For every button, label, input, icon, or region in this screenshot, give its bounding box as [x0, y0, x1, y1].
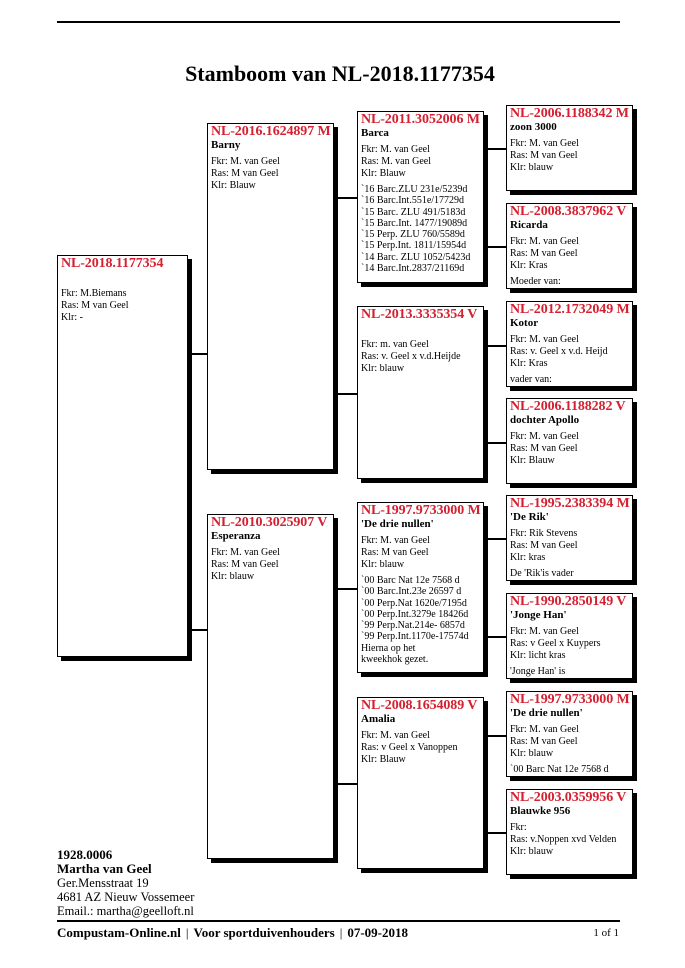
bird-name — [361, 322, 480, 335]
pedigree-box-subject — [57, 255, 188, 657]
bird-info — [361, 144, 480, 180]
breeder-value: M. van Geel — [529, 431, 579, 442]
bird-notes — [510, 764, 629, 775]
breeder-value: M. van Geel — [529, 724, 579, 735]
race-value: v. Geel x v.d.Heijde — [381, 351, 461, 362]
color-label: Klr: — [510, 650, 527, 661]
note-line: `15 Barc.Int. 1477/19089d — [361, 217, 468, 229]
note-line: `15 Barc. ZLU 491/5183d — [361, 206, 466, 218]
bird-notes — [510, 568, 629, 579]
color-label: Klr: — [510, 162, 527, 173]
color-label: Klr: — [361, 754, 378, 765]
bird-name: dochter Apollo — [510, 414, 580, 426]
breeder-label: Fkr: — [510, 528, 527, 539]
footer-separator: | — [185, 925, 189, 940]
bird-name: 'Jonge Han' — [510, 609, 567, 621]
race-label: Ras: — [510, 150, 528, 161]
breeder-value: M.Biemans — [80, 288, 127, 299]
connector-mother-mf — [334, 588, 357, 590]
color-value: Blauw — [229, 180, 256, 191]
breeder-value: M. van Geel — [529, 626, 579, 637]
color-line — [361, 754, 480, 766]
footer-rule — [57, 920, 620, 922]
color-value: kras — [528, 552, 546, 563]
owner-street: Ger.Mensstraat 19 — [57, 876, 149, 890]
pedigree-box-ff-mother — [506, 203, 633, 289]
pedigree-box-mf-father — [506, 495, 633, 581]
color-value: licht kras — [528, 650, 566, 661]
connector-mother-mm — [334, 783, 357, 785]
race-line — [361, 742, 480, 754]
bird-name: 'De drie nullen' — [510, 707, 583, 719]
color-value: Blauw — [528, 455, 555, 466]
connector-fm-fmf — [484, 345, 506, 347]
race-line — [361, 547, 480, 559]
color-line — [211, 571, 330, 583]
ring-number: NL-2008.1654089 V — [361, 698, 478, 713]
color-line — [361, 168, 480, 180]
bird-info — [61, 288, 184, 324]
note-line: `00 Barc.Int.23e 26597 d — [361, 586, 462, 598]
breeder-label: Fkr: — [61, 288, 78, 299]
breeder-value: Rik Stevens — [529, 528, 578, 539]
race-line — [510, 443, 629, 455]
note-line: `14 Barc. ZLU 1052/5423d — [361, 251, 471, 263]
bird-name: 'De Rik' — [510, 511, 549, 523]
bird-info — [361, 730, 480, 766]
header-rule — [57, 21, 620, 23]
bird-info — [211, 547, 330, 583]
footer-separator: | — [339, 925, 343, 940]
ring-number: NL-1997.9733000 M — [361, 503, 481, 518]
breeder-line — [510, 724, 629, 736]
color-label: Klr: — [361, 559, 378, 570]
connector-mf-mfm — [484, 636, 506, 638]
pedigree-box-mf-mother — [506, 593, 633, 679]
breeder-line — [361, 535, 480, 547]
bird-info — [510, 724, 629, 760]
breeder-label: Fkr: — [361, 730, 378, 741]
color-label: Klr: — [361, 363, 378, 374]
bird-name: Ricarda — [510, 219, 548, 231]
breeder-line — [510, 236, 629, 248]
breeder-label: Fkr: — [510, 334, 527, 345]
color-line — [510, 162, 629, 174]
race-label: Ras: — [361, 351, 379, 362]
owner-name: Martha van Geel — [57, 861, 152, 876]
bird-info — [361, 339, 480, 375]
bird-info — [510, 528, 629, 564]
note-line: `00 Barc Nat 12e 7568 d — [361, 575, 460, 586]
race-line — [510, 834, 629, 846]
bird-info — [510, 822, 629, 858]
ring-number: NL-2006.1188342 M — [510, 106, 629, 121]
owner-id: 1928.0006 — [57, 847, 113, 862]
race-value: M van Geel — [381, 547, 429, 558]
race-line — [361, 351, 480, 363]
note-line: Moeder van: — [510, 276, 561, 287]
color-value: blauw — [379, 363, 405, 374]
connector-subject-father — [188, 353, 207, 355]
breeder-label: Fkr: — [510, 724, 527, 735]
bird-name: Blauwke 956 — [510, 805, 571, 817]
pedigree-box-mm-father — [506, 691, 633, 777]
connector-mf-mff — [484, 538, 506, 540]
race-line — [510, 540, 629, 552]
breeder-label: Fkr: — [510, 626, 527, 637]
ring-number: NL-2013.3335354 V — [361, 307, 478, 322]
breeder-label: Fkr: — [211, 547, 228, 558]
note-line: vader van: — [510, 374, 552, 385]
race-line — [510, 736, 629, 748]
footer — [57, 925, 408, 940]
note-line: `16 Barc.ZLU 231e/5239d — [361, 184, 468, 195]
race-label: Ras: — [211, 168, 229, 179]
pedigree-box-fm-mother — [506, 398, 633, 484]
race-label: Ras: — [510, 834, 528, 845]
note-line: `00 Perp.Int.3279e 18426d — [361, 608, 469, 620]
pedigree-box-mother-father — [357, 502, 484, 673]
color-label: Klr: — [211, 180, 228, 191]
breeder-value: M. van Geel — [230, 156, 280, 167]
race-value: M van Geel — [530, 736, 578, 747]
bird-info — [510, 236, 629, 272]
race-label: Ras: — [211, 559, 229, 570]
breeder-line — [361, 339, 480, 351]
pedigree-box-fm-father — [506, 301, 633, 387]
race-label: Ras: — [510, 540, 528, 551]
race-label: Ras: — [510, 346, 528, 357]
breeder-value: M. van Geel — [529, 334, 579, 345]
bird-info — [510, 626, 629, 662]
breeder-label: Fkr: — [361, 144, 378, 155]
connector-mm-mmm — [484, 832, 506, 834]
footer-date: 07-09-2018 — [347, 925, 409, 940]
breeder-line — [510, 431, 629, 443]
bird-info — [510, 431, 629, 467]
color-value: blauw — [528, 846, 554, 857]
ring-number: NL-1997.9733000 M — [510, 692, 630, 707]
color-value: blauw — [528, 162, 554, 173]
breeder-value: M. van Geel — [529, 236, 579, 247]
race-value: v Geel x Vanoppen — [381, 742, 458, 753]
breeder-line — [510, 822, 629, 834]
race-label: Ras: — [510, 736, 528, 747]
color-value: blauw — [229, 571, 255, 582]
race-line — [211, 168, 330, 180]
color-line — [510, 846, 629, 858]
ring-number: NL-2018.1177354 — [61, 256, 164, 271]
color-value: blauw — [528, 748, 554, 759]
connector-father-ff — [334, 197, 357, 199]
race-value: M van Geel — [530, 150, 578, 161]
note-line: `14 Barc.Int.2837/21169d — [361, 263, 465, 275]
bird-name — [61, 271, 184, 284]
footer-tagline: Voor sportduivenhouders — [193, 925, 335, 940]
race-value: M van Geel — [530, 540, 578, 551]
race-value: M van Geel — [231, 559, 279, 570]
ring-number: NL-2008.3837962 V — [510, 204, 627, 219]
race-value: M van Geel — [231, 168, 279, 179]
pedigree-box-mm-mother — [506, 789, 633, 875]
color-line — [361, 363, 480, 375]
color-label: Klr: — [510, 846, 527, 857]
breeder-line — [211, 547, 330, 559]
breeder-value: M. van Geel — [380, 730, 430, 741]
note-line: Hierna op het — [361, 642, 416, 654]
color-line — [510, 552, 629, 564]
bird-name: Kotor — [510, 317, 539, 329]
pedigree-box-ff-father — [506, 105, 633, 191]
connector-mm-mmf — [484, 735, 506, 737]
race-label: Ras: — [510, 248, 528, 259]
breeder-line — [510, 334, 629, 346]
bird-info — [361, 535, 480, 571]
connector-fm-fmm — [484, 442, 506, 444]
race-label: Ras: — [361, 742, 379, 753]
color-line — [510, 455, 629, 467]
color-line — [61, 312, 184, 324]
color-label: Klr: — [61, 312, 78, 323]
color-line — [510, 260, 629, 272]
color-label: Klr: — [510, 748, 527, 759]
note-line: `15 Perp.Int. 1811/15954d — [361, 240, 467, 252]
ring-number: NL-2010.3025907 V — [211, 515, 328, 530]
bird-name: 'De drie nullen' — [361, 518, 434, 530]
race-value: M. van Geel — [381, 156, 431, 167]
color-line — [510, 748, 629, 760]
bird-name: Barny — [211, 139, 241, 151]
race-line — [510, 346, 629, 358]
race-line — [510, 638, 629, 650]
color-value: - — [79, 312, 83, 323]
bird-info — [211, 156, 330, 192]
breeder-line — [510, 138, 629, 150]
color-value: Blauw — [379, 754, 406, 765]
pedigree-box-mother — [207, 514, 334, 859]
race-value: v Geel x Kuypers — [530, 638, 601, 649]
breeder-value: M. van Geel — [380, 144, 430, 155]
race-value: M van Geel — [530, 443, 578, 454]
color-value: Blauw — [379, 168, 406, 179]
race-line — [211, 559, 330, 571]
breeder-line — [361, 730, 480, 742]
color-label: Klr: — [211, 571, 228, 582]
breeder-line — [361, 144, 480, 156]
breeder-value: M. van Geel — [380, 535, 430, 546]
color-line — [510, 358, 629, 370]
color-value: blauw — [379, 559, 405, 570]
race-value: M van Geel — [81, 300, 129, 311]
ring-number: NL-1990.2850149 V — [510, 594, 627, 609]
pedigree-box-father-father — [357, 111, 484, 283]
breeder-label: Fkr: — [510, 822, 527, 833]
race-value: v. Geel x v.d. Heijd — [530, 346, 608, 357]
race-label: Ras: — [510, 638, 528, 649]
connector-ff-fff — [484, 148, 506, 150]
breeder-label: Fkr: — [361, 535, 378, 546]
owner-block — [57, 848, 194, 918]
bird-name: Amalia — [361, 713, 396, 725]
color-label: Klr: — [361, 168, 378, 179]
note-line: `00 Perp.Nat 1620e/7195d — [361, 597, 467, 609]
breeder-label: Fkr: — [510, 138, 527, 149]
bird-info — [510, 334, 629, 370]
pedigree-box-father-mother — [357, 306, 484, 479]
race-line — [510, 150, 629, 162]
color-line — [361, 559, 480, 571]
breeder-line — [510, 626, 629, 638]
ring-number: NL-2011.3052006 M — [361, 112, 480, 127]
breeder-line — [211, 156, 330, 168]
note-line: kweekhok gezet. — [361, 654, 429, 666]
page-number: 1 of 1 — [593, 927, 619, 939]
bird-notes — [361, 575, 480, 665]
race-label: Ras: — [61, 300, 79, 311]
race-line — [510, 248, 629, 260]
bird-name: Barca — [361, 127, 389, 139]
ring-number: NL-2003.0359956 V — [510, 790, 627, 805]
breeder-label: Fkr: — [361, 339, 378, 350]
pedigree-box-father — [207, 123, 334, 470]
bird-notes — [510, 374, 629, 385]
connector-subject-mother — [188, 629, 207, 631]
color-label: Klr: — [510, 455, 527, 466]
pedigree-box-mother-mother — [357, 697, 484, 869]
ring-number: NL-2012.1732049 M — [510, 302, 630, 317]
breeder-label: Fkr: — [211, 156, 228, 167]
breeder-line — [61, 288, 184, 300]
race-value: v.Noppen xvd Velden — [530, 834, 617, 845]
ring-number: NL-1995.2383394 M — [510, 496, 630, 511]
note-line: De 'Rik'is vader — [510, 568, 574, 579]
breeder-value: m. van Geel — [380, 339, 429, 350]
note-line: `99 Perp.Int.1170e-17574d — [361, 631, 469, 643]
race-value: M van Geel — [530, 248, 578, 259]
breeder-value: M. van Geel — [529, 138, 579, 149]
color-label: Klr: — [510, 260, 527, 271]
page-title: Stamboom van NL-2018.1177354 — [185, 61, 495, 86]
footer-site: Compustam-Online.nl — [57, 925, 181, 940]
owner-email: Email.: martha@geelloft.nl — [57, 904, 194, 918]
connector-ff-ffm — [484, 246, 506, 248]
ring-number: NL-2016.1624897 M — [211, 124, 331, 139]
bird-notes — [510, 276, 629, 287]
note-line: `16 Barc.Int.551e/17729d — [361, 195, 465, 207]
bird-name: zoon 3000 — [510, 121, 557, 133]
color-label: Klr: — [510, 358, 527, 369]
note-line: `00 Barc Nat 12e 7568 d — [510, 764, 609, 775]
bird-notes — [510, 666, 629, 677]
race-line — [361, 156, 480, 168]
breeder-label: Fkr: — [510, 236, 527, 247]
breeder-line — [510, 528, 629, 540]
bird-info — [510, 138, 629, 174]
bird-name: Esperanza — [211, 530, 261, 542]
bird-notes — [361, 184, 480, 274]
breeder-value: M. van Geel — [230, 547, 280, 558]
owner-city: 4681 AZ Nieuw Vossemeer — [57, 890, 195, 904]
note-line: `99 Perp.Nat.214e- 6857d — [361, 620, 465, 632]
breeder-label: Fkr: — [510, 431, 527, 442]
connector-father-fm — [334, 393, 357, 395]
color-line — [510, 650, 629, 662]
color-label: Klr: — [510, 552, 527, 563]
color-value: Kras — [528, 260, 548, 271]
ring-number: NL-2006.1188282 V — [510, 399, 626, 414]
color-line — [211, 180, 330, 192]
note-line: 'Jonge Han' is — [510, 666, 566, 677]
note-line: `15 Perp. ZLU 760/5589d — [361, 229, 465, 241]
race-label: Ras: — [361, 156, 379, 167]
race-label: Ras: — [510, 443, 528, 454]
color-value: Kras — [528, 358, 548, 369]
race-line — [61, 300, 184, 312]
race-label: Ras: — [361, 547, 379, 558]
